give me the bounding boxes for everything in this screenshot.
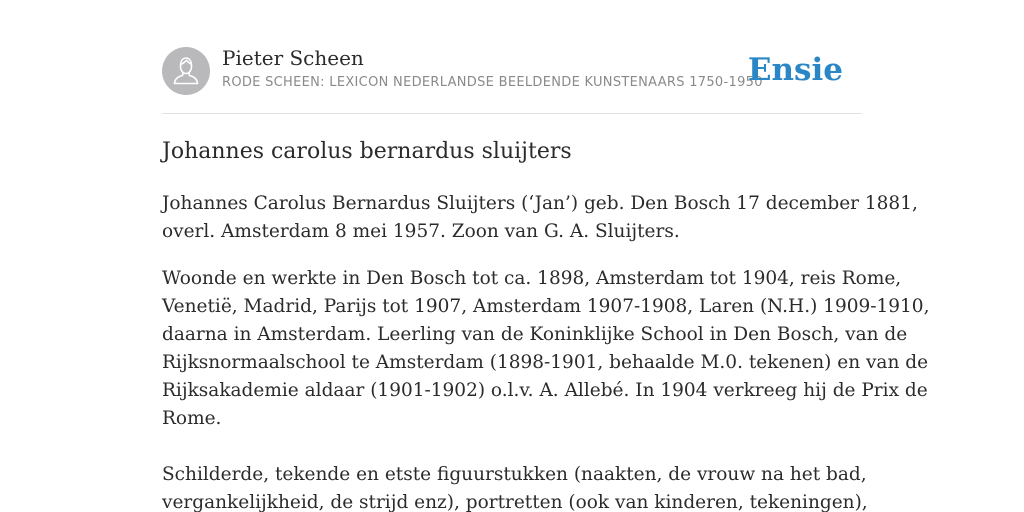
text-line: Johannes Carolus Bernardus Sluijters (‘Jan’) geb. Den Bosch 17 december 1881, bbox=[162, 193, 918, 214]
author-avatar[interactable] bbox=[162, 47, 210, 95]
text-line: Rijksnormaalschool te Amsterdam (1898-1901, behaalde M.0. tekenen) en van de bbox=[162, 352, 929, 373]
article-paragraph bbox=[162, 190, 918, 246]
text-line: overl. Amsterdam 8 mei 1957. Zoon van G. A. Sluijters. bbox=[162, 221, 680, 242]
page-title: Johannes carolus bernardus sluijters bbox=[162, 139, 572, 164]
header-divider bbox=[162, 113, 862, 114]
ensie-logo[interactable]: Ensie bbox=[747, 52, 843, 88]
text-line: Rijksakademie aldaar (1901-1902) o.l.v. A. Allebé. In 1904 verkreeg hij de Prix de bbox=[162, 380, 928, 401]
text-line: daarna in Amsterdam. Leerling van de Koninklijke School in Den Bosch, van de bbox=[162, 324, 908, 345]
article-header bbox=[162, 46, 862, 96]
source-lexicon[interactable]: RODE SCHEEN: LEXICON NEDERLANDSE BEELDENDE KUNSTENAARS 1750-1950 bbox=[222, 75, 763, 90]
article-body bbox=[162, 190, 930, 512]
paragraph-break bbox=[162, 433, 862, 461]
text-line: Woonde en werkte in Den Bosch tot ca. 1898, Amsterdam tot 1904, reis Rome, bbox=[162, 268, 902, 289]
text-line: vergankelijkheid, de strijd enz), portretten (ook van kinderen, tekeningen), bbox=[162, 492, 868, 512]
text-line: Schilderde, tekende en etste figuurstukken (naakten, de vrouw na het bad, bbox=[162, 464, 867, 485]
author-name[interactable]: Pieter Scheen bbox=[222, 46, 364, 70]
user-silhouette-icon bbox=[162, 47, 210, 95]
text-line: Rome. bbox=[162, 408, 222, 429]
article-page bbox=[162, 0, 930, 512]
text-line: Venetië, Madrid, Parijs tot 1907, Amsterdam 1907-1908, Laren (N.H.) 1909-1910, bbox=[162, 296, 930, 317]
article-paragraph bbox=[162, 265, 930, 512]
